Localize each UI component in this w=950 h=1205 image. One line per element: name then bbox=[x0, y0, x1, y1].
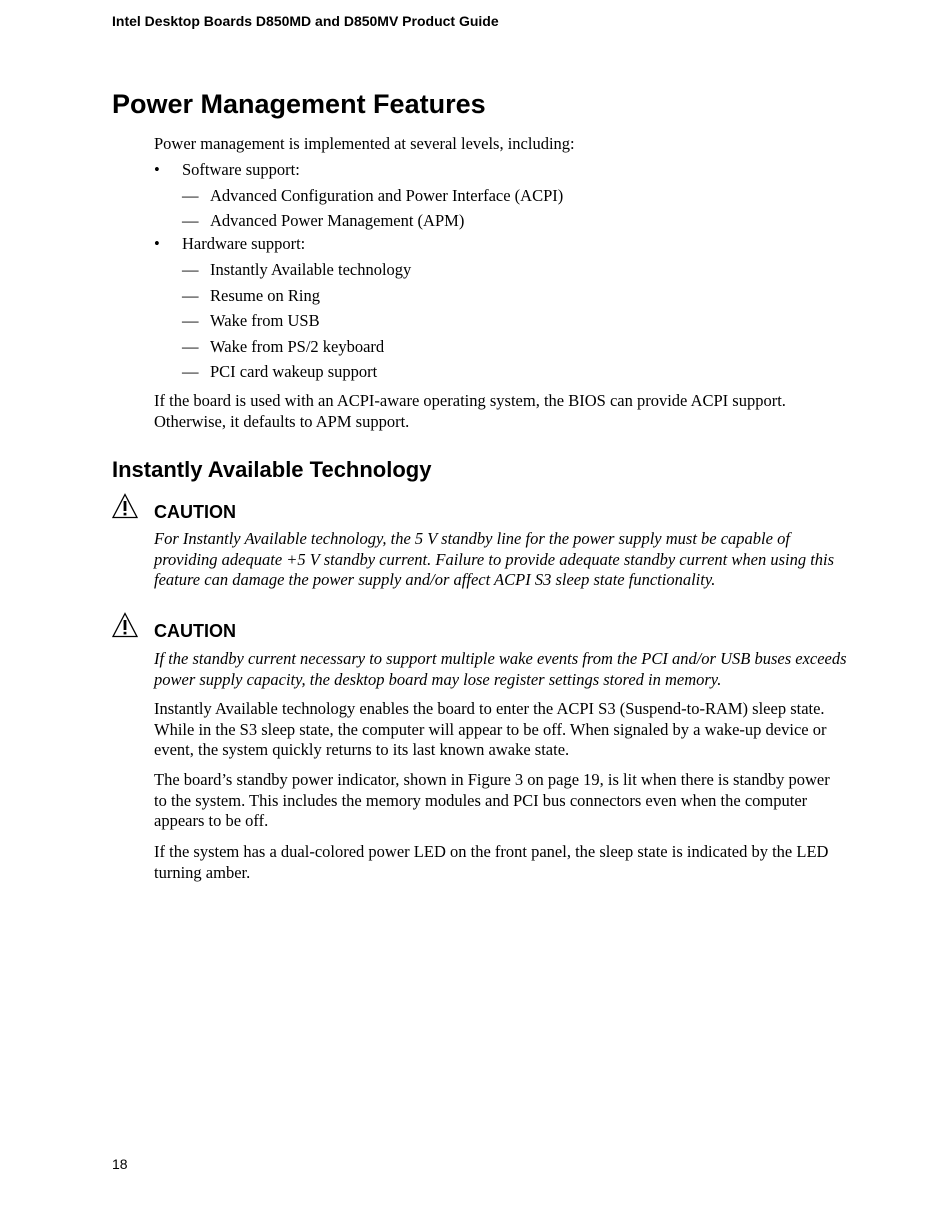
running-header: Intel Desktop Boards D850MD and D850MV Product Guide bbox=[112, 13, 499, 29]
sub-item-label: Instantly Available technology bbox=[210, 260, 412, 279]
dash-icon: — bbox=[182, 260, 199, 279]
bullet-icon: • bbox=[154, 234, 160, 253]
caution-label: CAUTION bbox=[154, 621, 236, 641]
dash-icon: — bbox=[182, 211, 199, 230]
body-paragraph: Instantly Available technology enables the board to enter the ACPI S3 (Suspend-to-RAM) sleep state. While in the S3 sleep state, the computer will appear to be off. When signaled by a wake-up device or event, the system quickly returns to its last known awake state. bbox=[154, 699, 827, 759]
bullet-label: Hardware support: bbox=[182, 234, 306, 253]
dash-icon: — bbox=[182, 186, 199, 205]
section-title-instantly-available: Instantly Available Technology bbox=[112, 457, 432, 482]
dash-icon: — bbox=[182, 311, 199, 330]
sub-item-label: Advanced Configuration and Power Interface (ACPI) bbox=[210, 186, 564, 205]
body-paragraph: If the system has a dual-colored power LED on the front panel, the sleep state is indicated by the LED turning amber. bbox=[154, 842, 829, 882]
bullet-label: Software support: bbox=[182, 160, 300, 179]
sub-item-label: Wake from PS/2 keyboard bbox=[210, 337, 385, 356]
sub-item-label: PCI card wakeup support bbox=[210, 362, 378, 381]
caution-text: For Instantly Available technology, the 5 V standby line for the power supply must be capable of providing adequate +5 V standby current. Failure to provide adequate standby current when using this feature can damage the power supply and/or affect ACPI S3 sleep state functionality. bbox=[154, 529, 835, 589]
section-closing-paragraph: If the board is used with an ACPI-aware operating system, the BIOS can provide ACPI support. Otherwise, it defaults to APM support. bbox=[154, 391, 786, 431]
sub-item-label: Advanced Power Management (APM) bbox=[210, 211, 465, 230]
sub-item-label: Wake from USB bbox=[210, 311, 320, 330]
page-number: 18 bbox=[112, 1156, 128, 1172]
section-intro: Power management is implemented at several levels, including: bbox=[154, 134, 575, 153]
caution-text: If the standby current necessary to support multiple wake events from the PCI and/or USB buses exceeds power supply capacity, the desktop board may lose register settings stored in memory. bbox=[154, 649, 847, 689]
warning-triangle-icon bbox=[112, 612, 138, 638]
dash-icon: — bbox=[182, 286, 199, 305]
bullet-icon: • bbox=[154, 160, 160, 179]
dash-icon: — bbox=[182, 362, 199, 381]
sub-item-label: Resume on Ring bbox=[210, 286, 320, 305]
body-paragraph: The board’s standby power indicator, shown in Figure 3 on page 19, is lit when there is standby power to the system. This includes the memory modules and PCI bus connectors even when the computer appears to be off. bbox=[154, 770, 830, 830]
caution-label: CAUTION bbox=[154, 502, 236, 522]
warning-triangle-icon bbox=[112, 493, 138, 519]
section-title-power-management: Power Management Features bbox=[112, 89, 486, 119]
dash-icon: — bbox=[182, 337, 199, 356]
